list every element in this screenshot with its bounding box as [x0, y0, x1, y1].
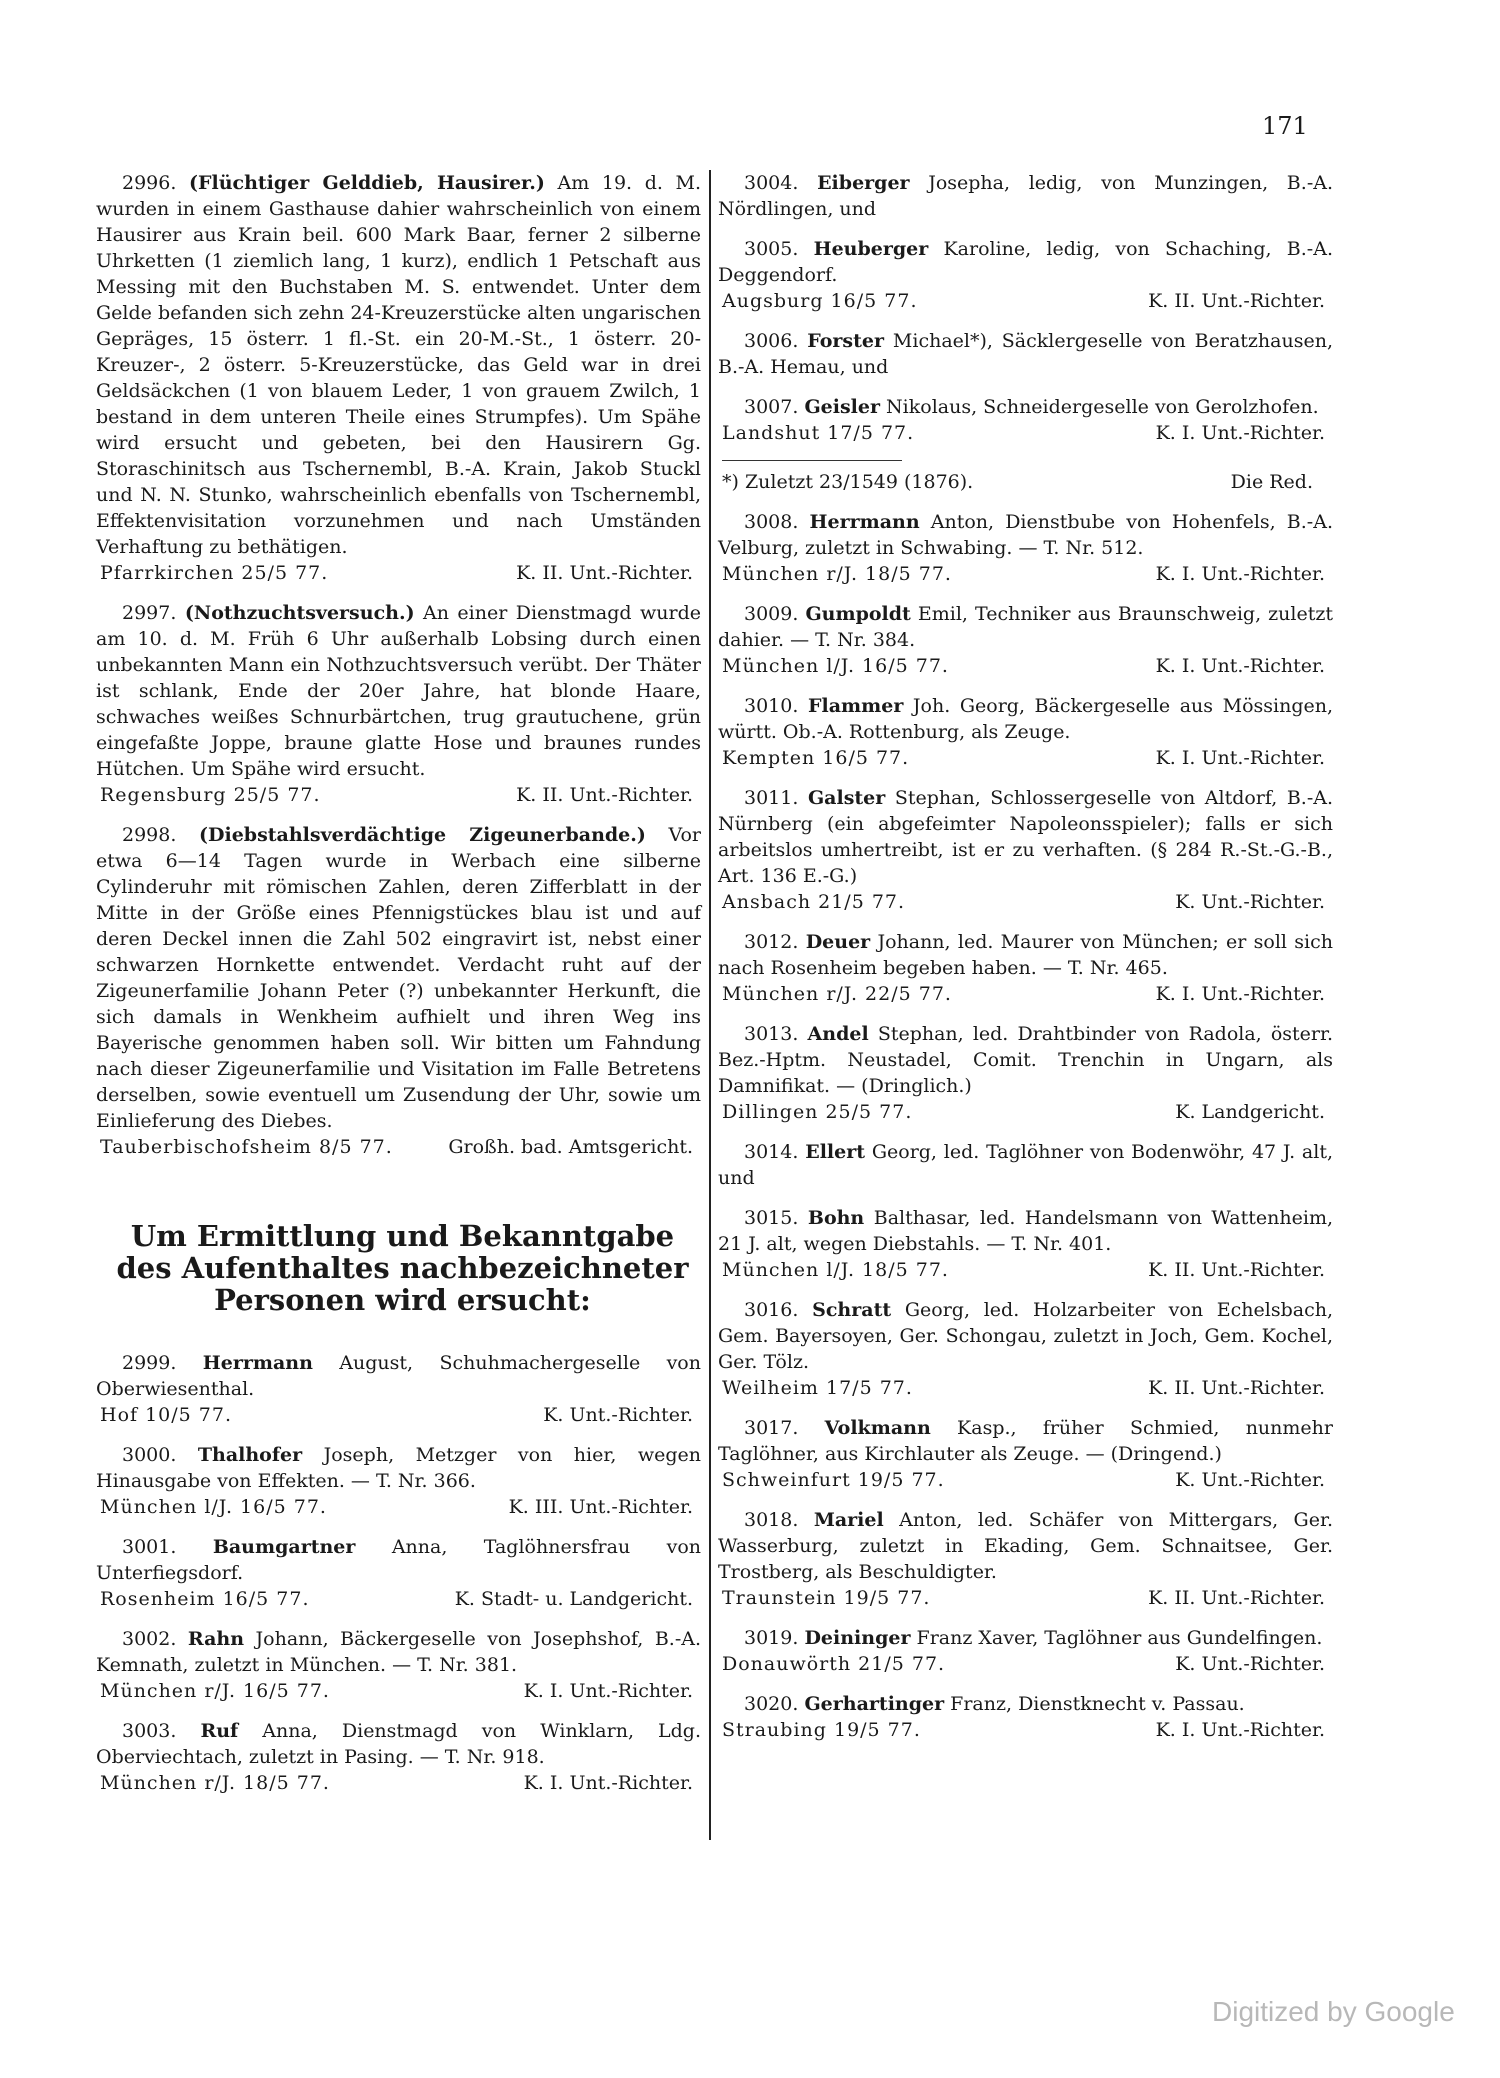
entry-number: 3009.: [744, 603, 799, 625]
authority: K. I. Unt.-Richter.: [1155, 563, 1325, 585]
entry-signature: [718, 288, 1333, 314]
entry-signature: [96, 1402, 701, 1428]
person-entry: [718, 1139, 1333, 1191]
person-list-left: [96, 1350, 701, 1796]
entry-text: Balthasar, led. Handelsmann von Wattenheim, 21 J. alt, wegen Diebstahls. — T. Nr. 401.: [718, 1207, 1334, 1255]
entry-text: Anton, led. Schäfer von Mittergars, Ger. Wasserburg, zuletzt in Ekading, Gem. Schnaitsee, Ger. Trostberg, als Beschuldigter.: [718, 1509, 1333, 1583]
watermark: Digitized by Google: [1212, 1996, 1455, 2027]
entry-signature: [96, 1134, 701, 1160]
entry-signature: [718, 1651, 1333, 1677]
entry-number: 3006.: [744, 330, 799, 352]
entry-text: Michael*), Säcklergeselle von Beratzhausen, B.-A. Hemau, und: [718, 330, 1334, 378]
left-column: [96, 170, 701, 1810]
entry-number: 3018.: [744, 1509, 799, 1531]
place-date: Pfarrkirchen 25/5 77.: [100, 562, 329, 584]
person-name: Flammer: [808, 695, 904, 717]
entry-body: [96, 1442, 701, 1494]
entry-body: [96, 1350, 701, 1402]
entry-heading: (Flüchtiger Gelddieb, Hausirer.): [189, 172, 545, 194]
entry-body: [96, 170, 701, 560]
person-entry: [96, 1534, 701, 1612]
entry-text: Georg, led. Holzarbeiter von Echelsbach, Gem. Bayersoyen, Ger. Schongau, zuletzt in Joch, Gem. Kochel, Ger. Tölz.: [718, 1299, 1334, 1373]
entry-body: [96, 1534, 701, 1586]
place-date: Landshut 17/5 77.: [722, 422, 915, 444]
entry-number: 3000.: [122, 1444, 177, 1466]
place-date: Tauberbischofsheim 8/5 77.: [100, 1136, 393, 1158]
person-name: Ellert: [805, 1141, 866, 1163]
entry-body: [718, 693, 1333, 745]
person-name: Herrmann: [202, 1352, 313, 1374]
authority: K. I. Unt.-Richter.: [1155, 983, 1325, 1005]
authority: K. II. Unt.-Richter.: [1148, 1587, 1325, 1609]
entry-number: 3001.: [122, 1536, 177, 1558]
person-list-right-bottom: [718, 509, 1333, 1743]
person-name: Schratt: [812, 1299, 892, 1321]
entry-heading: (Diebstahlsverdächtige Zigeunerbande.): [199, 824, 646, 846]
person-entry: [718, 601, 1333, 679]
entry-text: Anna, Dienstmagd von Winklarn, Ldg. Oberviechtach, zuletzt in Pasing. — T. Nr. 918.: [96, 1720, 702, 1768]
place-date: München r/J. 22/5 77.: [722, 983, 952, 1005]
entry-body: [718, 1691, 1333, 1717]
notice-entry: [96, 822, 701, 1160]
person-entry: [718, 1205, 1333, 1283]
entry-signature: [718, 745, 1333, 771]
person-entry: [718, 785, 1333, 915]
authority: K. I. Unt.-Richter.: [1155, 422, 1325, 444]
entry-number: 2997.: [122, 602, 177, 624]
entry-body: [718, 1415, 1333, 1467]
person-name: Bohn: [807, 1207, 865, 1229]
entry-signature: [718, 1717, 1333, 1743]
entry-text: An einer Dienstmagd wurde am 10. d. M. Früh 6 Uhr außerhalb Lobsing durch einen unbekannten Mann ein Nothzuchtsversuch verübt. Der Thäter ist schlank, Ende der 20er Jahre, hat blonde Haare, schwaches weißes Schnurbärtchen, trug grautuchene, grün eingefaßte Joppe, braune glatte Hose und braunes rundes Hütchen. Um Spähe wird ersucht.: [96, 602, 701, 780]
notice-entry: [96, 600, 701, 808]
place-date: Straubing 19/5 77.: [722, 1719, 921, 1741]
authority: K. I. Unt.-Richter.: [1155, 1719, 1325, 1741]
entry-signature: [718, 1099, 1333, 1125]
person-name: Geisler: [804, 396, 880, 418]
person-name: Deuer: [805, 931, 871, 953]
entry-body: [718, 328, 1333, 380]
entry-signature: [718, 1375, 1333, 1401]
person-name: Mariel: [813, 1509, 884, 1531]
person-name: Eiberger: [817, 172, 910, 194]
authority: K. II. Unt.-Richter.: [1148, 290, 1325, 312]
entry-number: 3010.: [744, 695, 799, 717]
entry-text: Anna, Taglöhnersfrau von Unterfiegsdorf.: [96, 1536, 702, 1584]
footnote-signature: Die Red.: [1230, 471, 1313, 493]
entry-text: August, Schuhmachergeselle von Oberwiesenthal.: [96, 1352, 701, 1400]
section-title: Um Ermittlung und Bekanntgabe des Aufenthaltes nachbezeichneter Personen wird ersucht:: [116, 1219, 689, 1317]
authority: K. II. Unt.-Richter.: [516, 784, 693, 806]
place-date: Kempten 16/5 77.: [722, 747, 910, 769]
entry-body: [718, 929, 1333, 981]
entry-number: 3017.: [744, 1417, 799, 1439]
entry-body: [718, 394, 1333, 420]
authority: Großh. bad. Amtsgericht.: [448, 1136, 693, 1158]
person-name: Ruf: [200, 1720, 239, 1742]
entry-signature: [718, 1257, 1333, 1283]
entry-number: 3012.: [744, 931, 799, 953]
place-date: Regensburg 25/5 77.: [100, 784, 321, 806]
authority: K. Unt.-Richter.: [1175, 1469, 1325, 1491]
entry-signature: [718, 1467, 1333, 1493]
person-entry: [718, 693, 1333, 771]
entry-number: 3002.: [122, 1628, 177, 1650]
entry-signature: [718, 653, 1333, 679]
place-date: München r/J. 16/5 77.: [100, 1680, 330, 1702]
person-name: Gumpoldt: [805, 603, 911, 625]
entry-text: Franz, Dienstknecht v. Passau.: [950, 1693, 1245, 1715]
entry-text: Johann, led. Maurer von München; er soll sich nach Rosenheim begeben haben. — T. Nr. 465.: [718, 931, 1333, 979]
entry-text: Emil, Techniker aus Braunschweig, zuletzt dahier. — T. Nr. 384.: [718, 603, 1334, 651]
entry-text: Johann, Bäckergeselle von Josephshof, B.-A. Kemnath, zuletzt in München. — T. Nr. 381.: [96, 1628, 702, 1676]
entry-text: Kasp., früher Schmied, nunmehr Taglöhner, aus Kirchlauter als Zeuge. — (Dringend.): [718, 1417, 1333, 1465]
person-entry: [96, 1442, 701, 1520]
entry-number: 3015.: [744, 1207, 799, 1229]
entry-text: Stephan, Schlossergeselle von Altdorf, B.-A. Nürnberg (ein abgefeimter Napoleonsspieler); falls er sich arbeitslos umhertreibt, ist er zu verhaften. (§ 284 R.-St.-G.-B., Art. 136 E.-G.): [718, 787, 1334, 887]
person-list-right-top: [718, 170, 1333, 446]
entry-number: 3004.: [744, 172, 799, 194]
footnote-rule: [722, 460, 902, 461]
person-entry: [718, 170, 1333, 222]
person-name: Baumgartner: [212, 1536, 356, 1558]
place-date: München r/J. 18/5 77.: [100, 1772, 330, 1794]
place-date: Dillingen 25/5 77.: [722, 1101, 913, 1123]
entry-signature: [96, 560, 701, 586]
entry-body: [718, 170, 1333, 222]
entry-text: Anton, Dienstbube von Hohenfels, B.-A. Velburg, zuletzt in Schwabing. — T. Nr. 512.: [718, 511, 1333, 559]
entry-body: [96, 1718, 701, 1770]
entry-body: [718, 1297, 1333, 1375]
person-name: Herrmann: [809, 511, 920, 533]
entry-signature: [718, 561, 1333, 587]
column-divider: [709, 170, 711, 1840]
entry-signature: [718, 1585, 1333, 1611]
person-name: Gerhartinger: [804, 1693, 945, 1715]
person-name: Deininger: [804, 1627, 911, 1649]
entry-signature: [718, 420, 1333, 446]
place-date: Weilheim 17/5 77.: [722, 1377, 913, 1399]
entry-number: 3005.: [744, 238, 799, 260]
entry-signature: [718, 889, 1333, 915]
place-date: Traunstein 19/5 77.: [722, 1587, 931, 1609]
page-number: 171: [1262, 112, 1308, 140]
person-entry: [718, 1691, 1333, 1743]
place-date: Donauwörth 21/5 77.: [722, 1653, 946, 1675]
notice-list: [96, 170, 701, 1160]
authority: K. I. Unt.-Richter.: [1155, 747, 1325, 769]
place-date: Hof 10/5 77.: [100, 1404, 233, 1426]
footnote-text: *) Zuletzt 23/1549 (1876).: [722, 471, 974, 493]
entry-signature: [96, 1586, 701, 1612]
entry-signature: [96, 1678, 701, 1704]
person-name: Andel: [807, 1023, 869, 1045]
person-entry: [718, 328, 1333, 380]
entry-number: 2996.: [122, 172, 177, 194]
authority: K. Landgericht.: [1175, 1101, 1325, 1123]
entry-number: 3016.: [744, 1299, 799, 1321]
entry-number: 3007.: [744, 396, 799, 418]
entry-body: [718, 1139, 1333, 1191]
person-entry: [718, 1297, 1333, 1401]
place-date: Schweinfurt 19/5 77.: [722, 1469, 945, 1491]
person-entry: [718, 929, 1333, 1007]
entry-signature: [718, 981, 1333, 1007]
place-date: München r/J. 18/5 77.: [722, 563, 952, 585]
person-entry: [718, 1415, 1333, 1493]
person-entry: [718, 509, 1333, 587]
entry-text: Vor etwa 6—14 Tagen wurde in Werbach eine silberne Cylinderuhr mit römischen Zahlen, deren Zifferblatt in der Mitte in der Größe eines Pfennigstückes blau ist und auf deren Deckel innen die Zahl 502 eingravirt ist, nebst einer schwarzen Hornkette entwendet. Verdacht ruht auf der Zigeunerfamilie Johann Peter (?) unbekannter Herkunft, die sich damals in Wenkheim aufhielt und ihren Weg ins Bayerische genommen haben soll. Wir bitten um Fahndung nach dieser Zigeunerfamilie und Visitation im Falle Betretens derselben, sowie eventuell um Zusendung der Uhr, sowie um Einlieferung des Diebes.: [96, 824, 701, 1132]
entry-body: [718, 509, 1333, 561]
person-name: Heuberger: [813, 238, 929, 260]
entry-heading: (Nothzuchtsversuch.): [184, 602, 415, 624]
person-entry: [718, 394, 1333, 446]
person-entry: [718, 1625, 1333, 1677]
authority: K. I. Unt.-Richter.: [523, 1772, 693, 1794]
entry-number: 3003.: [122, 1720, 177, 1742]
entry-body: [718, 785, 1333, 889]
authority: K. II. Unt.-Richter.: [1148, 1259, 1325, 1281]
person-entry: [718, 1507, 1333, 1611]
authority: K. Unt.-Richter.: [1175, 1653, 1325, 1675]
entry-text: Am 19. d. M. wurden in einem Gasthause dahier wahrscheinlich von einem Hausirer aus Krain beil. 600 Mark Baar, ferner 2 silberne Uhrketten (1 ziemlich lang, 1 kurz), endlich 1 Petschaft aus Messing mit den Buchstaben M. S. entwendet. Unter dem Gelde befanden sich zehn 24-Kreuzerstücke alten ungarischen Gepräges, 15 österr. 1 fl.-St. ein 20-M.-St., 1 österr. 20-Kreuzer-, 2 österr. 5-Kreuzerstücke, das Geld war in drei Geldsäckchen (1 von blauem Leder, 1 von grauem Zwilch, 1 bestand in dem unteren Theile eines Strumpfes). Um Spähe wird ersucht und gebeten, bei den Hausirern Gg. Storaschinitsch aus Tschernembl, B.-A. Krain, Jakob Stuckl und N. N. Stunko, wahrscheinlich ebenfalls von Tschernembl, Effektenvisitation vorzunehmen und nach Umständen Verhaftung zu bethätigen.: [96, 172, 701, 558]
entry-body: [718, 1205, 1333, 1257]
authority: K. III. Unt.-Richter.: [508, 1496, 693, 1518]
entry-body: [718, 601, 1333, 653]
entry-text: Josepha, ledig, von Munzingen, B.-A. Nördlingen, und: [718, 172, 1333, 220]
entry-body: [96, 1626, 701, 1678]
entry-body: [718, 236, 1333, 288]
person-entry: [718, 1021, 1333, 1125]
entry-text: Nikolaus, Schneidergeselle von Gerolzhofen.: [886, 396, 1319, 418]
entry-number: 3013.: [744, 1023, 799, 1045]
person-entry: [96, 1626, 701, 1704]
entry-number: 2999.: [122, 1352, 177, 1374]
entry-text: Joh. Georg, Bäckergeselle aus Mössingen, württ. Ob.-A. Rottenburg, als Zeuge.: [718, 695, 1334, 743]
entry-number: 3008.: [744, 511, 799, 533]
person-entry: [718, 236, 1333, 314]
entry-number: 3020.: [744, 1693, 799, 1715]
entry-signature: [96, 1770, 701, 1796]
authority: K. Unt.-Richter.: [1175, 891, 1325, 913]
place-date: München l/J. 18/5 77.: [722, 1259, 949, 1281]
footnote: [718, 469, 1333, 495]
entry-text: Georg, led. Taglöhner von Bodenwöhr, 47 J. alt, und: [718, 1141, 1333, 1189]
person-entry: [96, 1350, 701, 1428]
authority: K. II. Unt.-Richter.: [1148, 1377, 1325, 1399]
place-date: München l/J. 16/5 77.: [100, 1496, 327, 1518]
authority: K. I. Unt.-Richter.: [523, 1680, 693, 1702]
entry-number: 3014.: [744, 1141, 799, 1163]
person-entry: [96, 1718, 701, 1796]
notice-entry: [96, 170, 701, 586]
place-date: Augsburg 16/5 77.: [722, 290, 918, 312]
person-name: Thalhofer: [197, 1444, 303, 1466]
right-column: [718, 170, 1333, 1757]
entry-body: [96, 600, 701, 782]
authority: K. II. Unt.-Richter.: [516, 562, 693, 584]
authority: K. Stadt- u. Landgericht.: [454, 1588, 693, 1610]
entry-number: 3011.: [744, 787, 799, 809]
entry-text: Joseph, Metzger von hier, wegen Hinausgabe von Effekten. — T. Nr. 366.: [96, 1444, 701, 1492]
entry-number: 3019.: [744, 1627, 799, 1649]
entry-body: [96, 822, 701, 1134]
entry-text: Stephan, led. Drahtbinder von Radola, österr. Bez.-Hptm. Neustadel, Comit. Trenchin in Ungarn, als Damnifikat. — (Dringlich.): [718, 1023, 1334, 1097]
entry-body: [718, 1021, 1333, 1099]
entry-number: 2998.: [122, 824, 177, 846]
entry-text: Franz Xaver, Taglöhner aus Gundelfingen.: [916, 1627, 1323, 1649]
authority: K. Unt.-Richter.: [543, 1404, 693, 1426]
person-name: Rahn: [187, 1628, 245, 1650]
person-name: Volkmann: [824, 1417, 931, 1439]
entry-text: Karoline, ledig, von Schaching, B.-A. Deggendorf.: [718, 238, 1333, 286]
entry-signature: [96, 1494, 701, 1520]
entry-body: [718, 1625, 1333, 1651]
entry-body: [718, 1507, 1333, 1585]
authority: K. I. Unt.-Richter.: [1155, 655, 1325, 677]
place-date: München l/J. 16/5 77.: [722, 655, 949, 677]
place-date: Rosenheim 16/5 77.: [100, 1588, 310, 1610]
person-name: Forster: [807, 330, 885, 352]
entry-signature: [96, 782, 701, 808]
place-date: Ansbach 21/5 77.: [722, 891, 906, 913]
person-name: Galster: [807, 787, 886, 809]
